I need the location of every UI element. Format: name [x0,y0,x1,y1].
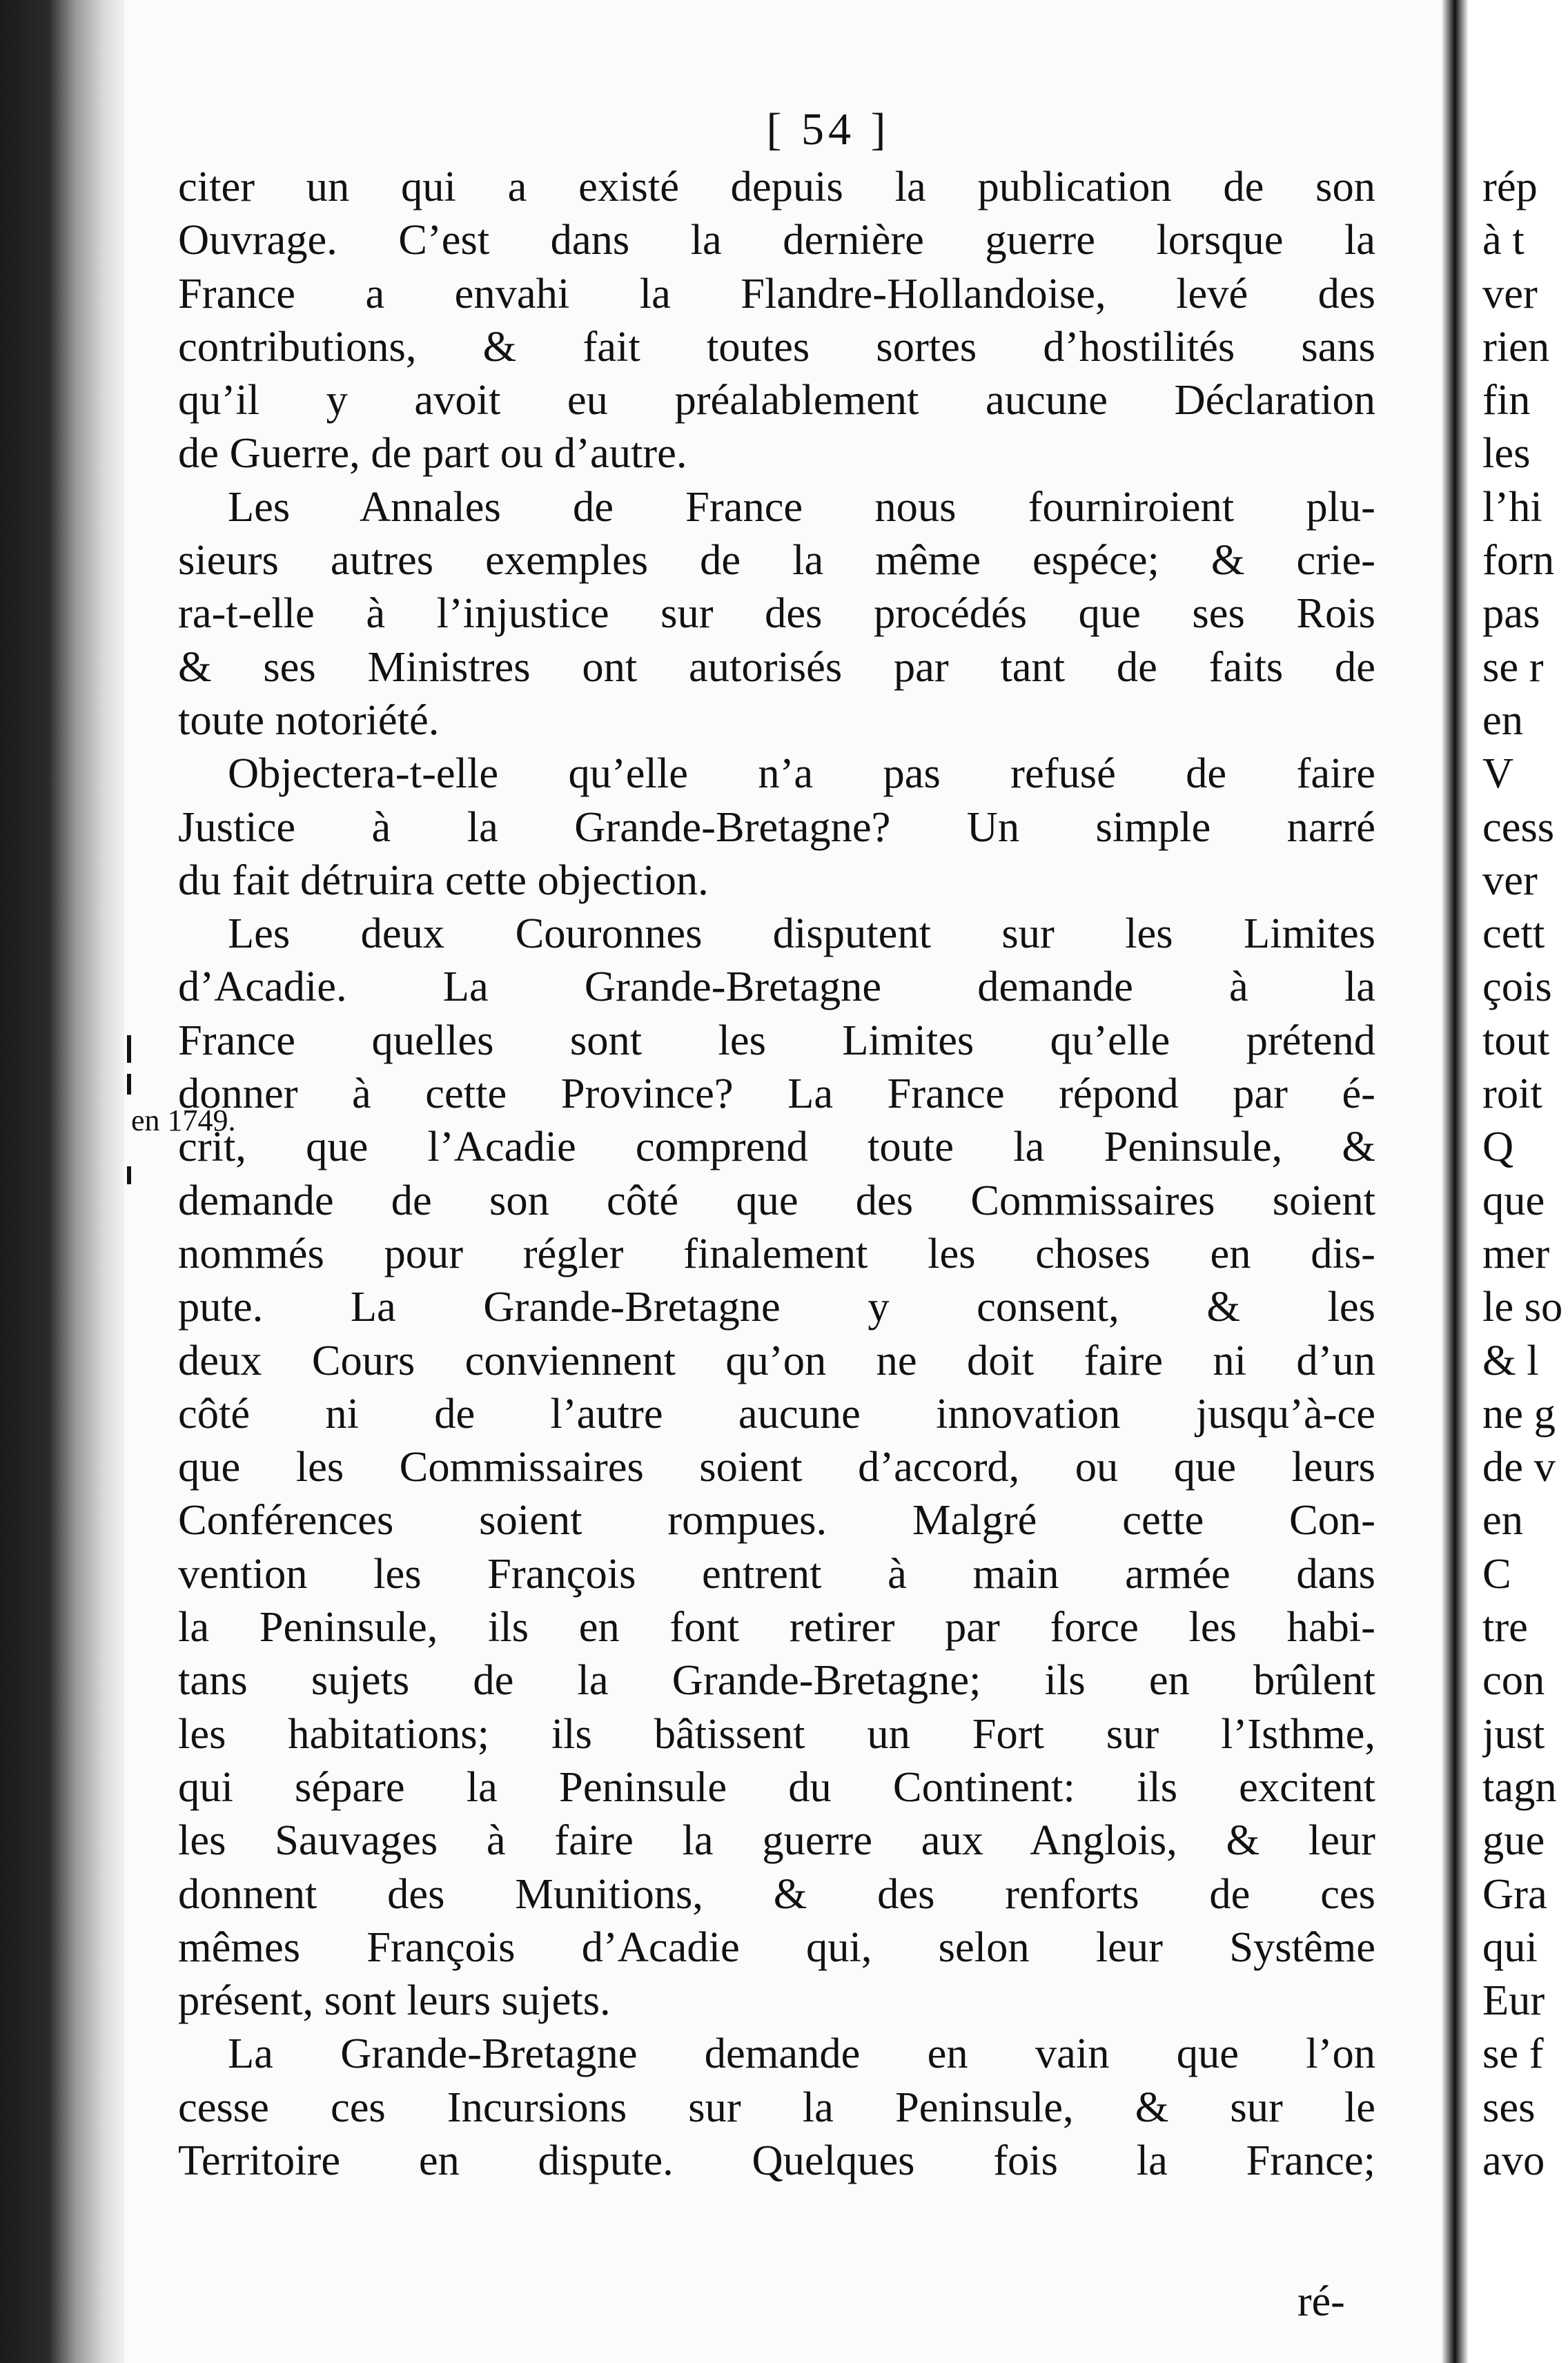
text-line: La Grande-Bretagne demande en vain que l’on [228,2029,1375,2078]
facing-page-fragment: rien [1482,322,1550,371]
text-line: les habitations; ils bâtissent un Fort sur l’Isthme, [178,1709,1375,1758]
facing-page-fragment: que [1482,1175,1545,1224]
facing-page-fragment: forn [1482,536,1555,585]
facing-page-fragment: se r [1482,642,1544,691]
text-line: demande de son côté que des Commissaires soient [178,1175,1375,1224]
facing-page-fragment: qui [1482,1922,1538,1971]
facing-page-fragment: V [1482,749,1514,798]
facing-page-fragment: Eur [1482,1976,1545,2025]
text-line: Les Annales de France nous fourniroient plu- [228,482,1375,531]
facing-page-fragment: ses [1482,2082,1536,2131]
text-line: donner à cette Province? La France répond par é- [178,1069,1375,1118]
facing-page-fragment: ver [1482,268,1538,317]
text-line: la Peninsule, ils en font retirer par force les habi- [178,1602,1375,1651]
catchword: ré- [1297,2278,1345,2325]
text-line: Justice à la Grande-Bretagne? Un simple narré [178,802,1375,851]
facing-page-fragment: ne g [1482,1389,1556,1438]
text-line: du fait détruira cette objection. [178,855,709,904]
text-line: contributions, & fait toutes sortes d’hostilités sans [178,322,1375,371]
text-line: mêmes François d’Acadie qui, selon leur Systême [178,1922,1375,1971]
text-line: ra-t-elle à l’injustice sur des procédés que ses Rois [178,589,1375,638]
marginal-note: en 1749. [131,1104,236,1137]
text-line: qu’il y avoit eu préalablement aucune Déclaration [178,375,1375,424]
text-line: Objectera-t-elle qu’elle n’a pas refusé de faire [228,749,1375,798]
body-text [178,160,1375,2187]
text-line: crit, que l’Acadie comprend toute la Peninsule, & [178,1122,1375,1171]
text-line: toute notoriété. [178,695,440,744]
text-line: que les Commissaires soient d’accord, ou que leurs [178,1442,1375,1491]
text-line: & ses Ministres ont autorisés par tant de faits de [178,642,1375,691]
facing-page-fragment: ver [1482,855,1538,904]
facing-page-fragment: le so [1482,1282,1563,1331]
facing-page-fragment: Q [1482,1122,1514,1171]
page-gutter [1441,0,1469,2363]
facing-page-fragment: cett [1482,909,1545,958]
facing-page-fragment: en [1482,1496,1523,1545]
margin-mark [127,1074,131,1095]
text-line: sieurs autres exemples de la même espéce; & crie- [178,536,1375,585]
facing-page-fragment: just [1482,1709,1545,1758]
text-line: France a envahi la Flandre-Hollandoise, levé des [178,268,1375,317]
text-line: cesse ces Incursions sur la Peninsule, & sur le [178,2082,1375,2131]
facing-page-fragment: en [1482,695,1523,744]
facing-page-fragment: C [1482,1549,1511,1598]
facing-page-fragment: tout [1482,1015,1550,1064]
facing-page-fragment: cess [1482,802,1555,851]
facing-page-fragment: les [1482,429,1531,478]
facing-page-fragment: tagn [1482,1762,1557,1811]
facing-page-fragment: l’hi [1482,482,1542,531]
facing-page-fragment: Gra [1482,1869,1547,1918]
facing-page-fragment: de v [1482,1442,1556,1491]
text-line: Conférences soient rompues. Malgré cette Con- [178,1496,1375,1545]
facing-page-fragment: à t [1482,215,1525,264]
text-line: les Sauvages à faire la guerre aux Anglois, & leur [178,1816,1375,1865]
facing-page-fragments [1482,160,1568,2187]
facing-page-fragment: con [1482,1656,1545,1705]
facing-page-fragment: çois [1482,962,1552,1011]
text-line: tans sujets de la Grande-Bretagne; ils en brûlent [178,1656,1375,1705]
text-line: Les deux Couronnes disputent sur les Limites [228,909,1375,958]
text-line: d’Acadie. La Grande-Bretagne demande à la [178,962,1375,1011]
page-number: [ 54 ] [766,104,890,155]
scan-binding-shadow [0,0,124,2363]
margin-mark [127,1035,131,1063]
text-line: pute. La Grande-Bretagne y consent, & les [178,1282,1375,1331]
text-line: France quelles sont les Limites qu’elle prétend [178,1015,1375,1064]
text-line: qui sépare la Peninsule du Continent: ils excitent [178,1762,1375,1811]
facing-page-fragment: roit [1482,1069,1542,1118]
text-line: de Guerre, de part ou d’autre. [178,429,687,478]
text-line: vention les François entrent à main armée dans [178,1549,1375,1598]
margin-mark [127,1166,131,1184]
facing-page-fragment: & l [1482,1335,1539,1384]
facing-page-fragment: gue [1482,1816,1545,1865]
text-line: donnent des Munitions, & des renforts de ces [178,1869,1375,1918]
facing-page-fragment: tre [1482,1602,1528,1651]
text-line: côté ni de l’autre aucune innovation jusqu’à-ce [178,1389,1375,1438]
text-line: Ouvrage. C’est dans la dernière guerre lorsque la [178,215,1375,264]
facing-page-fragment: rép [1482,162,1538,210]
text-line: deux Cours conviennent qu’on ne doit faire ni d’un [178,1335,1375,1384]
facing-page-fragment: fin [1482,375,1531,424]
facing-page-fragment: se f [1482,2029,1544,2078]
text-line: Territoire en dispute. Quelques fois la France; [178,2135,1375,2184]
facing-page-fragment: mer [1482,1228,1550,1277]
text-line: citer un qui a existé depuis la publication de son [178,162,1375,210]
facing-page-fragment: pas [1482,589,1540,638]
facing-page-fragment: avo [1482,2135,1545,2184]
text-line: présent, sont leurs sujets. [178,1976,611,2025]
text-line: nommés pour régler finalement les choses en dis- [178,1228,1375,1277]
